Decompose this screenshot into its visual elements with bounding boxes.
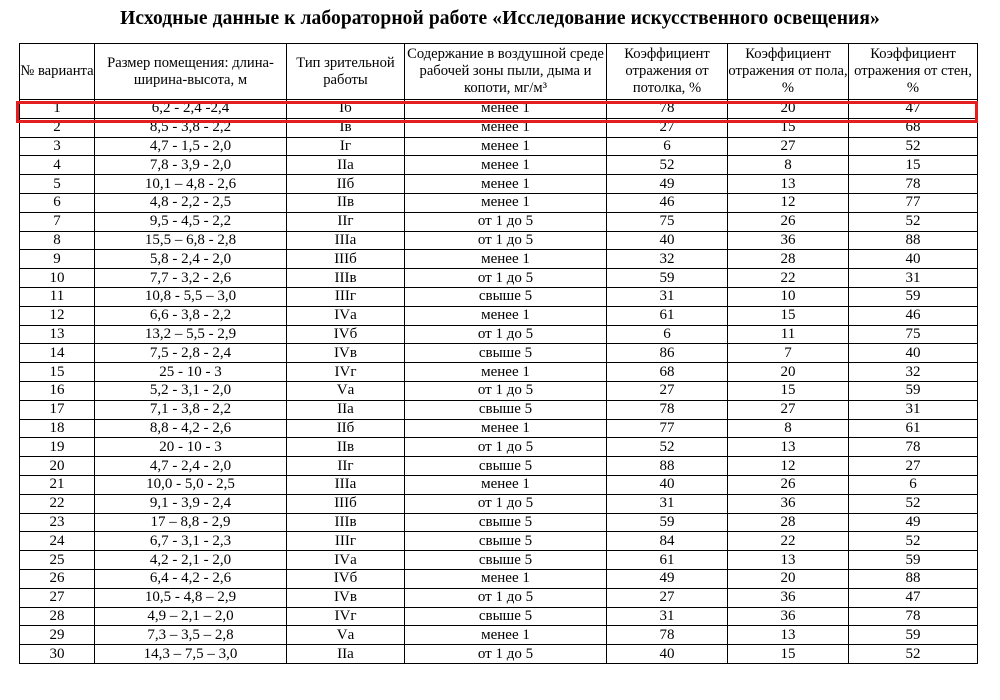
wall-reflectance-cell: 40 <box>849 250 978 269</box>
room-size-cell: 8,8 - 4,2 - 2,6 <box>95 419 287 438</box>
floor-reflectance-cell: 27 <box>728 137 849 156</box>
work-type-cell: IVб <box>287 569 405 588</box>
variant-cell: 19 <box>20 438 95 457</box>
ceiling-reflectance-cell: 52 <box>607 438 728 457</box>
ceiling-reflectance-cell: 40 <box>607 475 728 494</box>
dust-content-cell: менее 1 <box>405 118 607 137</box>
room-size-cell: 7,5 - 2,8 - 2,4 <box>95 344 287 363</box>
room-size-cell: 8,5 - 3,8 - 2,2 <box>95 118 287 137</box>
floor-reflectance-cell: 7 <box>728 344 849 363</box>
variant-cell: 1 <box>20 100 95 119</box>
ceiling-reflectance-cell: 59 <box>607 513 728 532</box>
variant-cell: 28 <box>20 607 95 626</box>
variant-cell: 15 <box>20 363 95 382</box>
table-row <box>20 645 978 664</box>
wall-reflectance-cell: 78 <box>849 607 978 626</box>
table-row <box>20 513 978 532</box>
variant-cell: 8 <box>20 231 95 250</box>
table-row <box>20 363 978 382</box>
ceiling-reflectance-cell: 78 <box>607 626 728 645</box>
ceiling-reflectance-cell: 61 <box>607 551 728 570</box>
room-size-cell: 15,5 – 6,8 - 2,8 <box>95 231 287 250</box>
column-header-wall-reflectance: Коэффициент отражения от стен, % <box>849 44 978 100</box>
room-size-cell: 10,1 – 4,8 - 2,6 <box>95 175 287 194</box>
room-size-cell: 6,4 - 4,2 - 2,6 <box>95 569 287 588</box>
table-row <box>20 494 978 513</box>
table-body <box>20 100 978 664</box>
wall-reflectance-cell: 49 <box>849 513 978 532</box>
column-header-floor-reflectance: Коэффициент отражения от пола, % <box>728 44 849 100</box>
room-size-cell: 6,7 - 3,1 - 2,3 <box>95 532 287 551</box>
table-row <box>20 588 978 607</box>
room-size-cell: 9,5 - 4,5 - 2,2 <box>95 212 287 231</box>
table-row <box>20 231 978 250</box>
table-row <box>20 626 978 645</box>
floor-reflectance-cell: 15 <box>728 645 849 664</box>
variant-cell: 18 <box>20 419 95 438</box>
work-type-cell: IVб <box>287 325 405 344</box>
ceiling-reflectance-cell: 27 <box>607 588 728 607</box>
work-type-cell: IIа <box>287 645 405 664</box>
table-row <box>20 100 978 119</box>
work-type-cell: IIIг <box>287 287 405 306</box>
ceiling-reflectance-cell: 78 <box>607 400 728 419</box>
floor-reflectance-cell: 15 <box>728 381 849 400</box>
wall-reflectance-cell: 27 <box>849 457 978 476</box>
ceiling-reflectance-cell: 77 <box>607 419 728 438</box>
variant-cell: 22 <box>20 494 95 513</box>
variant-cell: 7 <box>20 212 95 231</box>
work-type-cell: IIIв <box>287 513 405 532</box>
work-type-cell: IIIа <box>287 231 405 250</box>
work-type-cell: IVа <box>287 551 405 570</box>
wall-reflectance-cell: 61 <box>849 419 978 438</box>
work-type-cell: IIб <box>287 419 405 438</box>
page-title: Исходные данные к лабораторной работе «Исследование искусственного освещения» <box>120 8 880 29</box>
dust-content-cell: свыше 5 <box>405 400 607 419</box>
dust-content-cell: свыше 5 <box>405 513 607 532</box>
dust-content-cell: менее 1 <box>405 363 607 382</box>
floor-reflectance-cell: 13 <box>728 551 849 570</box>
table-row <box>20 381 978 400</box>
ceiling-reflectance-cell: 52 <box>607 156 728 175</box>
variant-cell: 11 <box>20 287 95 306</box>
wall-reflectance-cell: 78 <box>849 175 978 194</box>
work-type-cell: IIIа <box>287 475 405 494</box>
floor-reflectance-cell: 36 <box>728 231 849 250</box>
ceiling-reflectance-cell: 78 <box>607 100 728 119</box>
ceiling-reflectance-cell: 6 <box>607 325 728 344</box>
work-type-cell: Iг <box>287 137 405 156</box>
dust-content-cell: от 1 до 5 <box>405 269 607 288</box>
room-size-cell: 5,2 - 3,1 - 2,0 <box>95 381 287 400</box>
work-type-cell: IVв <box>287 588 405 607</box>
wall-reflectance-cell: 15 <box>849 156 978 175</box>
variant-cell: 13 <box>20 325 95 344</box>
ceiling-reflectance-cell: 75 <box>607 212 728 231</box>
dust-content-cell: свыше 5 <box>405 344 607 363</box>
wall-reflectance-cell: 59 <box>849 551 978 570</box>
variant-cell: 4 <box>20 156 95 175</box>
room-size-cell: 4,2 - 2,1 - 2,0 <box>95 551 287 570</box>
dust-content-cell: от 1 до 5 <box>405 645 607 664</box>
work-type-cell: IIIб <box>287 494 405 513</box>
ceiling-reflectance-cell: 40 <box>607 645 728 664</box>
dust-content-cell: менее 1 <box>405 175 607 194</box>
work-type-cell: IIIв <box>287 269 405 288</box>
floor-reflectance-cell: 36 <box>728 588 849 607</box>
room-size-cell: 5,8 - 2,4 - 2,0 <box>95 250 287 269</box>
wall-reflectance-cell: 46 <box>849 306 978 325</box>
variant-cell: 5 <box>20 175 95 194</box>
room-size-cell: 7,8 - 3,9 - 2,0 <box>95 156 287 175</box>
variant-cell: 10 <box>20 269 95 288</box>
work-type-cell: Iв <box>287 118 405 137</box>
wall-reflectance-cell: 59 <box>849 381 978 400</box>
dust-content-cell: свыше 5 <box>405 532 607 551</box>
ceiling-reflectance-cell: 31 <box>607 494 728 513</box>
variant-cell: 21 <box>20 475 95 494</box>
variant-cell: 6 <box>20 193 95 212</box>
column-header-variant: № варианта <box>20 44 95 100</box>
wall-reflectance-cell: 52 <box>849 645 978 664</box>
variant-cell: 30 <box>20 645 95 664</box>
ceiling-reflectance-cell: 31 <box>607 607 728 626</box>
floor-reflectance-cell: 28 <box>728 513 849 532</box>
variant-cell: 27 <box>20 588 95 607</box>
work-type-cell: IIв <box>287 193 405 212</box>
table-row <box>20 250 978 269</box>
room-size-cell: 4,9 – 2,1 – 2,0 <box>95 607 287 626</box>
wall-reflectance-cell: 78 <box>849 438 978 457</box>
floor-reflectance-cell: 12 <box>728 193 849 212</box>
variant-cell: 25 <box>20 551 95 570</box>
wall-reflectance-cell: 77 <box>849 193 978 212</box>
room-size-cell: 10,8 - 5,5 – 3,0 <box>95 287 287 306</box>
table-row <box>20 193 978 212</box>
floor-reflectance-cell: 10 <box>728 287 849 306</box>
wall-reflectance-cell: 6 <box>849 475 978 494</box>
table-row <box>20 156 978 175</box>
ceiling-reflectance-cell: 49 <box>607 175 728 194</box>
floor-reflectance-cell: 13 <box>728 175 849 194</box>
ceiling-reflectance-cell: 6 <box>607 137 728 156</box>
work-type-cell: IVг <box>287 607 405 626</box>
dust-content-cell: менее 1 <box>405 569 607 588</box>
ceiling-reflectance-cell: 46 <box>607 193 728 212</box>
room-size-cell: 10,0 - 5,0 - 2,5 <box>95 475 287 494</box>
dust-content-cell: от 1 до 5 <box>405 588 607 607</box>
table-row <box>20 551 978 570</box>
dust-content-cell: менее 1 <box>405 100 607 119</box>
ceiling-reflectance-cell: 27 <box>607 381 728 400</box>
variant-cell: 3 <box>20 137 95 156</box>
dust-content-cell: свыше 5 <box>405 607 607 626</box>
floor-reflectance-cell: 36 <box>728 607 849 626</box>
table-header <box>20 44 978 100</box>
work-type-cell: IVг <box>287 363 405 382</box>
table-row <box>20 569 978 588</box>
variant-cell: 2 <box>20 118 95 137</box>
column-header-ceiling-reflectance: Коэффициент отражения от потолка, % <box>607 44 728 100</box>
floor-reflectance-cell: 13 <box>728 438 849 457</box>
table-row <box>20 118 978 137</box>
room-size-cell: 10,5 - 4,8 – 2,9 <box>95 588 287 607</box>
variant-cell: 9 <box>20 250 95 269</box>
wall-reflectance-cell: 59 <box>849 626 978 645</box>
dust-content-cell: свыше 5 <box>405 457 607 476</box>
ceiling-reflectance-cell: 86 <box>607 344 728 363</box>
table-row <box>20 475 978 494</box>
room-size-cell: 7,3 – 3,5 – 2,8 <box>95 626 287 645</box>
dust-content-cell: от 1 до 5 <box>405 325 607 344</box>
variant-cell: 16 <box>20 381 95 400</box>
table-row <box>20 400 978 419</box>
table-row <box>20 344 978 363</box>
floor-reflectance-cell: 20 <box>728 363 849 382</box>
wall-reflectance-cell: 31 <box>849 400 978 419</box>
room-size-cell: 4,7 - 2,4 - 2,0 <box>95 457 287 476</box>
column-header-room-size: Размер помещения: длина-ширина-высота, м <box>95 44 287 100</box>
floor-reflectance-cell: 26 <box>728 212 849 231</box>
dust-content-cell: менее 1 <box>405 137 607 156</box>
work-type-cell: IIб <box>287 175 405 194</box>
work-type-cell: IIа <box>287 156 405 175</box>
wall-reflectance-cell: 75 <box>849 325 978 344</box>
table-row <box>20 137 978 156</box>
room-size-cell: 6,6 - 3,8 - 2,2 <box>95 306 287 325</box>
table-row <box>20 212 978 231</box>
ceiling-reflectance-cell: 88 <box>607 457 728 476</box>
work-type-cell: IVа <box>287 306 405 325</box>
room-size-cell: 13,2 – 5,5 - 2,9 <box>95 325 287 344</box>
ceiling-reflectance-cell: 49 <box>607 569 728 588</box>
variant-cell: 20 <box>20 457 95 476</box>
table-row <box>20 269 978 288</box>
work-type-cell: Vа <box>287 381 405 400</box>
variant-cell: 29 <box>20 626 95 645</box>
table-row <box>20 419 978 438</box>
room-size-cell: 4,8 - 2,2 - 2,5 <box>95 193 287 212</box>
variant-cell: 23 <box>20 513 95 532</box>
floor-reflectance-cell: 15 <box>728 118 849 137</box>
floor-reflectance-cell: 22 <box>728 532 849 551</box>
work-type-cell: IIIб <box>287 250 405 269</box>
work-type-cell: IIIг <box>287 532 405 551</box>
dust-content-cell: менее 1 <box>405 306 607 325</box>
ceiling-reflectance-cell: 84 <box>607 532 728 551</box>
dust-content-cell: от 1 до 5 <box>405 212 607 231</box>
floor-reflectance-cell: 28 <box>728 250 849 269</box>
dust-content-cell: от 1 до 5 <box>405 438 607 457</box>
ceiling-reflectance-cell: 27 <box>607 118 728 137</box>
dust-content-cell: от 1 до 5 <box>405 494 607 513</box>
wall-reflectance-cell: 52 <box>849 137 978 156</box>
wall-reflectance-cell: 47 <box>849 588 978 607</box>
ceiling-reflectance-cell: 31 <box>607 287 728 306</box>
table-row <box>20 175 978 194</box>
floor-reflectance-cell: 26 <box>728 475 849 494</box>
dust-content-cell: от 1 до 5 <box>405 381 607 400</box>
work-type-cell: IVв <box>287 344 405 363</box>
variants-table <box>19 43 978 664</box>
dust-content-cell: менее 1 <box>405 193 607 212</box>
room-size-cell: 14,3 – 7,5 – 3,0 <box>95 645 287 664</box>
ceiling-reflectance-cell: 59 <box>607 269 728 288</box>
dust-content-cell: менее 1 <box>405 250 607 269</box>
floor-reflectance-cell: 15 <box>728 306 849 325</box>
wall-reflectance-cell: 59 <box>849 287 978 306</box>
floor-reflectance-cell: 20 <box>728 100 849 119</box>
room-size-cell: 9,1 - 3,9 - 2,4 <box>95 494 287 513</box>
variant-cell: 24 <box>20 532 95 551</box>
column-header-work-type: Тип зрительной работы <box>287 44 405 100</box>
table-row <box>20 532 978 551</box>
room-size-cell: 25 - 10 - 3 <box>95 363 287 382</box>
ceiling-reflectance-cell: 68 <box>607 363 728 382</box>
work-type-cell: IIг <box>287 212 405 231</box>
variant-cell: 17 <box>20 400 95 419</box>
dust-content-cell: менее 1 <box>405 156 607 175</box>
dust-content-cell: менее 1 <box>405 626 607 645</box>
table-row <box>20 287 978 306</box>
wall-reflectance-cell: 88 <box>849 231 978 250</box>
work-type-cell: IIв <box>287 438 405 457</box>
wall-reflectance-cell: 47 <box>849 100 978 119</box>
table-row <box>20 306 978 325</box>
room-size-cell: 6,2 - 2,4 -2,4 <box>95 100 287 119</box>
wall-reflectance-cell: 31 <box>849 269 978 288</box>
floor-reflectance-cell: 22 <box>728 269 849 288</box>
ceiling-reflectance-cell: 32 <box>607 250 728 269</box>
table-row <box>20 607 978 626</box>
dust-content-cell: свыше 5 <box>405 287 607 306</box>
room-size-cell: 17 – 8,8 - 2,9 <box>95 513 287 532</box>
variant-cell: 12 <box>20 306 95 325</box>
floor-reflectance-cell: 8 <box>728 156 849 175</box>
table-row <box>20 325 978 344</box>
floor-reflectance-cell: 27 <box>728 400 849 419</box>
column-header-dust-content: Содержание в воздушной среде рабочей зоны пыли, дыма и копоти, мг/м³ <box>405 44 607 100</box>
wall-reflectance-cell: 52 <box>849 494 978 513</box>
floor-reflectance-cell: 8 <box>728 419 849 438</box>
dust-content-cell: менее 1 <box>405 419 607 438</box>
table-row <box>20 438 978 457</box>
dust-content-cell: менее 1 <box>405 475 607 494</box>
variant-cell: 14 <box>20 344 95 363</box>
dust-content-cell: свыше 5 <box>405 551 607 570</box>
room-size-cell: 7,1 - 3,8 - 2,2 <box>95 400 287 419</box>
wall-reflectance-cell: 52 <box>849 212 978 231</box>
room-size-cell: 4,7 - 1,5 - 2,0 <box>95 137 287 156</box>
wall-reflectance-cell: 32 <box>849 363 978 382</box>
floor-reflectance-cell: 11 <box>728 325 849 344</box>
ceiling-reflectance-cell: 61 <box>607 306 728 325</box>
ceiling-reflectance-cell: 40 <box>607 231 728 250</box>
variant-cell: 26 <box>20 569 95 588</box>
floor-reflectance-cell: 13 <box>728 626 849 645</box>
floor-reflectance-cell: 36 <box>728 494 849 513</box>
table-row <box>20 457 978 476</box>
work-type-cell: Iб <box>287 100 405 119</box>
work-type-cell: Vа <box>287 626 405 645</box>
wall-reflectance-cell: 68 <box>849 118 978 137</box>
dust-content-cell: от 1 до 5 <box>405 231 607 250</box>
wall-reflectance-cell: 52 <box>849 532 978 551</box>
floor-reflectance-cell: 20 <box>728 569 849 588</box>
work-type-cell: IIг <box>287 457 405 476</box>
wall-reflectance-cell: 40 <box>849 344 978 363</box>
wall-reflectance-cell: 88 <box>849 569 978 588</box>
room-size-cell: 7,7 - 3,2 - 2,6 <box>95 269 287 288</box>
work-type-cell: IIа <box>287 400 405 419</box>
room-size-cell: 20 - 10 - 3 <box>95 438 287 457</box>
floor-reflectance-cell: 12 <box>728 457 849 476</box>
